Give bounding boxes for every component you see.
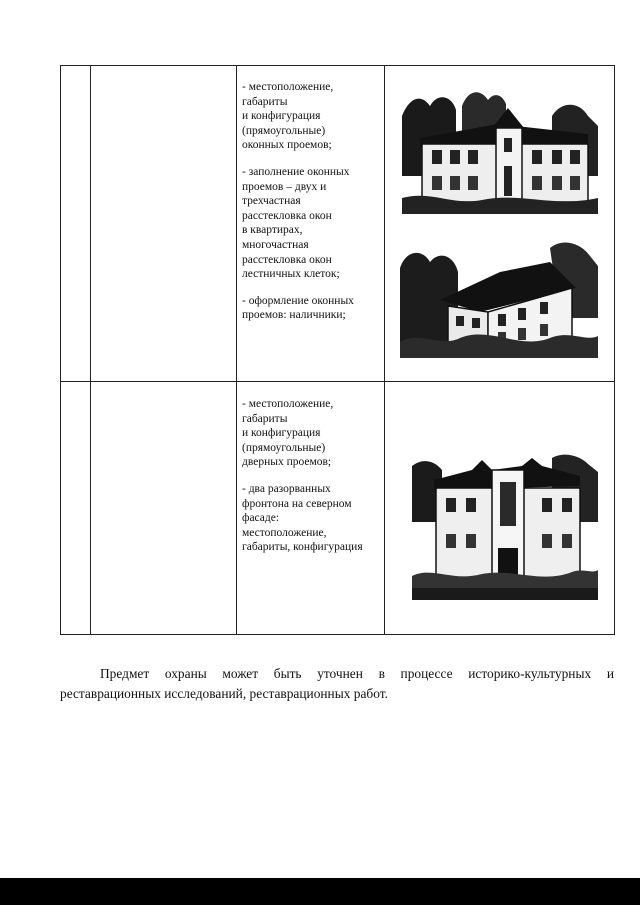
table-left-border	[60, 65, 61, 635]
row2-item-door-openings: - местоположение, габариты и конфигурация (прямоугольные) дверных проемов;	[242, 398, 334, 469]
row1-item-window-trims: - оформление оконных проемов: наличники;	[242, 294, 354, 322]
table-bottom-border	[60, 634, 615, 635]
table-row-2-description	[242, 397, 382, 567]
building-photo-corner	[400, 238, 598, 358]
table-right-border	[614, 65, 615, 635]
row2-item-pediments: - два разорванных фронтона на северном фасаде: местоположение, габариты, конфигурация	[242, 482, 363, 554]
table-col-divider-1	[90, 65, 91, 635]
table-top-border	[60, 65, 615, 66]
row1-item-window-openings: - местоположение, габариты и конфигурация (прямоугольные) оконных проемов;	[242, 81, 334, 152]
table-col-divider-3	[384, 65, 385, 635]
scan-bottom-edge	[0, 878, 640, 905]
table-col-divider-2	[236, 65, 237, 635]
protection-subject-note: Предмет охраны может быть уточнен в процессе историко-культурных и реставрационных исследований, реставрационных работ.	[60, 666, 614, 701]
table-row-1-description	[242, 80, 382, 335]
table-row-divider	[60, 381, 615, 382]
building-photo-north-facade	[412, 452, 598, 600]
building-photo-front	[402, 86, 598, 214]
row1-item-window-glazing: - заполнение оконных проемов – двух и трехчастная расстекловка окон в квартирах, многочастная расстекловка окон лестничных клеток;	[242, 165, 350, 281]
